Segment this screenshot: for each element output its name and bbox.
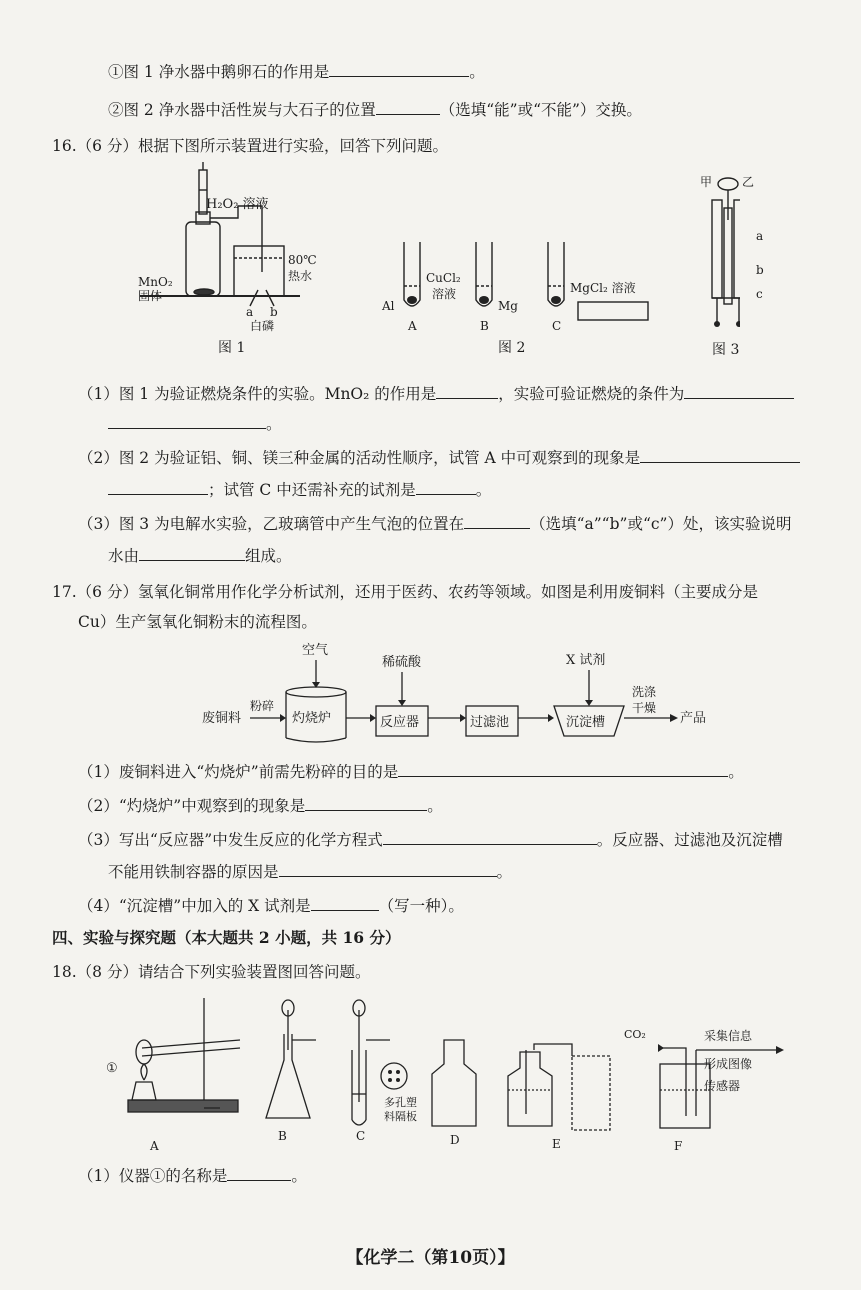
section-four-heading: 四、实验与探究题（本大题共 2 小题，共 16 分） <box>52 928 401 947</box>
white-phosphorus-label: 白磷 <box>250 319 275 333</box>
porous-plate-label-1: 多孔塑 <box>384 1096 417 1109</box>
q17-part3-cont: 不能用铁制容器的原因是 。 <box>108 863 513 881</box>
apparatus-b-label: B <box>278 1129 287 1143</box>
fig3-c-label: c <box>756 287 763 301</box>
solution-label: 溶液 <box>432 287 457 301</box>
x-reagent-label: X 试剂 <box>566 653 606 668</box>
dry-label: 干燥 <box>632 701 657 715</box>
q15-line1: ①图 1 净水器中鹅卵石的作用是 。 <box>108 63 485 81</box>
q17-stem-line1: 17.（6 分）氢氧化铜常用作化学分析试剂，还用于医药、农药等领域。如图是利用废铜料（主要成分是 <box>52 583 758 601</box>
q17-part4: （4）“沉淀槽”中加入的 X 试剂是 （写一种）。 <box>78 897 464 915</box>
q17-flow-diagram <box>200 640 720 750</box>
q17-part3: （3）写出“反应器”中发生反应的化学方程式 。反应器、过滤池及沉淀槽 <box>78 831 783 849</box>
porous-plate-label-2: 料隔板 <box>384 1110 417 1123</box>
answer-blank[interactable] <box>684 384 794 399</box>
answer-blank[interactable] <box>227 1166 291 1181</box>
answer-blank[interactable] <box>436 384 498 399</box>
q16-part3: （3）图 3 为电解水实验，乙玻璃管中产生气泡的位置在 （选填“a”“b”或“c”）处，该实验说明 <box>78 515 792 533</box>
fig3-electrolysis-apparatus <box>712 178 740 322</box>
answer-blank[interactable] <box>305 796 427 811</box>
filter-pool-label: 过滤池 <box>470 715 510 730</box>
q16-part2-cont: ；试管 C 中还需补充的试剂是 。 <box>108 480 491 500</box>
wash-label: 洗涤 <box>632 685 657 699</box>
reactor-label: 反应器 <box>380 715 420 730</box>
tube-b-label: B <box>480 319 489 333</box>
answer-blank[interactable] <box>108 414 266 429</box>
waste-copper-label: 废铜料 <box>202 711 242 726</box>
page-footer: 【化学二（第10页）】 <box>346 1248 515 1268</box>
apparatus-f-label: F <box>674 1139 683 1153</box>
cucl2-label: CuCl₂ <box>426 271 461 285</box>
answer-blank[interactable] <box>139 546 245 561</box>
q17-part1: （1）废铜料进入“灼烧炉”前需先粉碎的目的是 。 <box>78 763 744 781</box>
answer-blank[interactable] <box>329 62 469 77</box>
answer-blank[interactable] <box>464 514 530 529</box>
answer-blank[interactable] <box>398 762 728 777</box>
q16-figures <box>120 160 740 360</box>
fig2-caption: 图 2 <box>498 340 526 356</box>
point-b-label: b <box>270 305 278 319</box>
point-a-label: a <box>246 305 254 319</box>
settling-tank-label: 沉淀槽 <box>566 715 606 730</box>
tube-c-label: C <box>552 319 562 333</box>
mg-label: Mg <box>498 299 518 313</box>
air-label: 空气 <box>302 643 329 658</box>
answer-blank[interactable] <box>279 862 497 877</box>
form-image-label: 形成图像 <box>704 1057 753 1071</box>
fig3-a-label: a <box>756 229 764 243</box>
solid-label: 固体 <box>138 289 163 303</box>
temp-label: 80℃ <box>288 253 317 267</box>
fig1-caption: 图 1 <box>218 340 246 356</box>
sensor-label: 传感器 <box>704 1079 741 1093</box>
crush-label: 粉碎 <box>250 699 275 713</box>
apparatus-e-label: E <box>552 1137 561 1151</box>
answer-blank[interactable] <box>640 448 800 463</box>
q16-stem: 16.（6 分）根据下图所示装置进行实验，回答下列问题。 <box>52 137 448 155</box>
q17-stem-line2: Cu）生产氢氧化铜粉末的流程图。 <box>78 613 317 631</box>
product-label: 产品 <box>680 711 707 726</box>
mno2-label: MnO₂ <box>138 275 173 289</box>
hot-water-label: 热水 <box>288 269 313 283</box>
q16-part1: （1）图 1 为验证燃烧条件的实验。MnO₂ 的作用是 ，实验可验证燃烧的条件为 <box>78 384 794 404</box>
q17-part2: （2）“灼烧炉”中观察到的现象是 。 <box>78 797 443 815</box>
answer-blank[interactable] <box>416 480 476 495</box>
answer-blank[interactable] <box>311 896 379 911</box>
fig3-jia-label: 甲 <box>700 175 713 189</box>
q18-apparatus <box>100 990 790 1160</box>
tube-a-label: A <box>408 319 417 333</box>
answer-blank[interactable] <box>383 830 597 845</box>
al-label: Al <box>382 299 395 313</box>
q16-part1-cont: 。 <box>108 414 282 434</box>
co2-label: CO₂ <box>624 1028 646 1041</box>
mgcl2-label: MgCl₂ 溶液 <box>570 281 636 295</box>
answer-blank[interactable] <box>108 480 208 495</box>
q16-part2: （2）图 2 为验证铝、铜、镁三种金属的活动性顺序，试管 A 中可观察到的现象是 <box>78 448 800 468</box>
instrument-one-label: ① <box>106 1061 118 1076</box>
collect-info-label: 采集信息 <box>704 1029 753 1043</box>
fig3-yi-label: 乙 <box>742 175 755 189</box>
fig3-b-label: b <box>756 263 764 277</box>
q16-part3-cont: 水由 组成。 <box>108 547 292 565</box>
q15-line2: ②图 2 净水器中活性炭与大石子的位置 （选填“能”或“不能”）交换。 <box>108 101 642 119</box>
answer-blank[interactable] <box>376 100 440 115</box>
apparatus-d-label: D <box>450 1133 460 1147</box>
dilute-acid-label: 稀硫酸 <box>382 655 422 670</box>
furnace-label: 灼烧炉 <box>292 711 332 726</box>
apparatus-a-label: A <box>150 1139 159 1153</box>
q18-part1: （1）仪器①的名称是 。 <box>78 1167 307 1185</box>
h2o2-label: H₂O₂ 溶液 <box>206 197 269 212</box>
apparatus-c-label: C <box>356 1129 366 1143</box>
fig3-caption: 图 3 <box>712 342 740 358</box>
q18-stem: 18.（8 分）请结合下列实验装置图回答问题。 <box>52 963 371 981</box>
